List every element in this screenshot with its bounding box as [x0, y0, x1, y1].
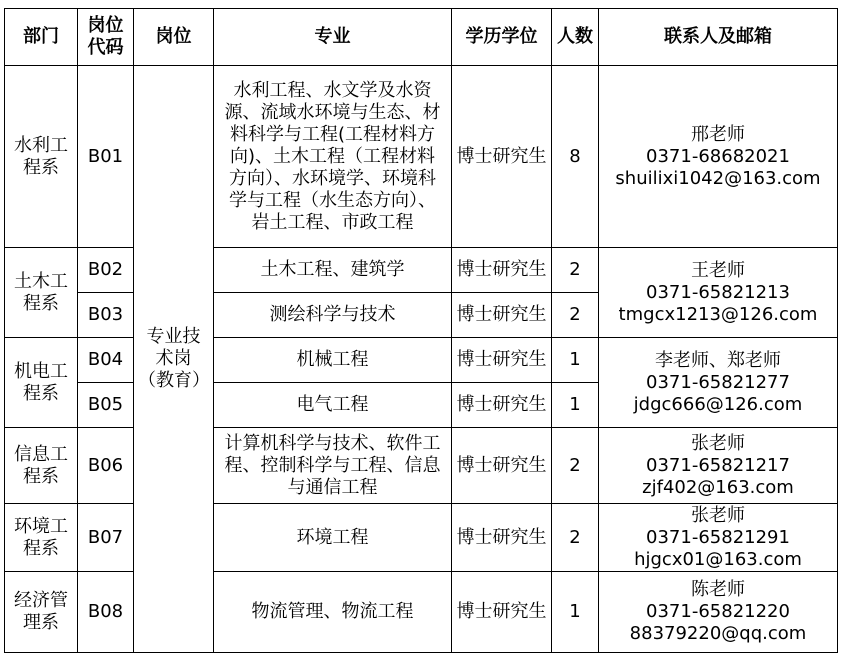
recruitment-table	[4, 8, 838, 653]
contact-phone: 0371-65821291	[646, 526, 790, 548]
contact-name: 张老师	[691, 432, 745, 454]
post-cell: 专业技术岗（教育）	[134, 66, 214, 653]
table-row	[5, 572, 838, 653]
dept-cell: 信息工程系	[5, 428, 78, 504]
contact-name: 李老师、郑老师	[655, 349, 781, 371]
count-cell: 1	[552, 383, 599, 428]
contact-name: 张老师	[691, 504, 745, 526]
degree-cell: 博士研究生	[452, 338, 552, 383]
major-cell: 计算机科学与技术、软件工程、控制科学与工程、信息与通信工程	[214, 428, 452, 504]
header-contact: 联系人及邮箱	[599, 9, 838, 66]
degree-cell: 博士研究生	[452, 293, 552, 338]
contact-phone: 0371-65821277	[646, 371, 790, 393]
count-cell: 2	[552, 293, 599, 338]
code-cell: B08	[78, 572, 134, 653]
contact-phone: 0371-65821213	[646, 281, 790, 303]
table-row	[5, 338, 838, 383]
contact-name: 陈老师	[691, 579, 745, 600]
header-post: 岗位	[134, 9, 214, 66]
code-cell: B02	[78, 248, 134, 293]
contact-email: 88379220@qq.com	[629, 623, 807, 644]
contact-phone: 0371-65821217	[646, 454, 790, 476]
header-row	[5, 9, 838, 66]
count-cell: 2	[552, 248, 599, 293]
dept-cell: 经济管理系	[5, 572, 78, 653]
dept-cell: 环境工程系	[5, 504, 78, 572]
contact-cell	[599, 428, 838, 504]
degree-cell: 博士研究生	[452, 504, 552, 572]
count-cell: 2	[552, 428, 599, 504]
major-cell: 测绘科学与技术	[214, 293, 452, 338]
header-code: 岗位代码	[78, 9, 134, 66]
code-cell: B06	[78, 428, 134, 504]
major-cell: 土木工程、建筑学	[214, 248, 452, 293]
contact-phone: 0371-68682021	[646, 145, 790, 167]
contact-cell	[599, 504, 838, 572]
contact-name: 王老师	[691, 259, 745, 281]
contact-cell	[599, 572, 838, 653]
code-cell: B01	[78, 66, 134, 248]
major-cell: 环境工程	[214, 504, 452, 572]
contact-phone: 0371-65821220	[646, 601, 790, 622]
dept-cell: 水利工程系	[5, 66, 78, 248]
contact-cell	[599, 248, 838, 338]
degree-cell: 博士研究生	[452, 572, 552, 653]
contact-email: hjgcx01@163.com	[634, 548, 802, 570]
header-count: 人数	[552, 9, 599, 66]
contact-email: shuilixi1042@163.com	[615, 167, 821, 189]
degree-cell: 博士研究生	[452, 66, 552, 248]
degree-cell: 博士研究生	[452, 383, 552, 428]
degree-cell: 博士研究生	[452, 248, 552, 293]
header-dept: 部门	[5, 9, 78, 66]
count-cell: 1	[552, 572, 599, 653]
table-row	[5, 428, 838, 504]
count-cell: 2	[552, 504, 599, 572]
table-row	[5, 504, 838, 572]
table-row	[5, 66, 838, 248]
count-cell: 1	[552, 338, 599, 383]
code-cell: B04	[78, 338, 134, 383]
table-row	[5, 248, 838, 293]
header-degree: 学历学位	[452, 9, 552, 66]
major-cell: 机械工程	[214, 338, 452, 383]
code-cell: B03	[78, 293, 134, 338]
contact-email: jdgc666@126.com	[633, 393, 803, 415]
contact-email: zjf402@163.com	[642, 476, 794, 498]
code-cell: B07	[78, 504, 134, 572]
contact-cell	[599, 338, 838, 428]
major-cell: 水利工程、水文学及水资源、流域水环境与生态、材料科学与工程(工程材料方向)、土木工程（工程材料方向）、水环境学、环境科学与工程（水生态方向）、岩土工程、市政工程	[214, 66, 452, 248]
major-cell: 电气工程	[214, 383, 452, 428]
contact-cell	[599, 66, 838, 248]
count-cell: 8	[552, 66, 599, 248]
header-major: 专业	[214, 9, 452, 66]
contact-name: 邢老师	[691, 123, 745, 145]
contact-email: tmgcx1213@126.com	[618, 303, 818, 325]
dept-cell: 机电工程系	[5, 338, 78, 428]
dept-cell: 土木工程系	[5, 248, 78, 338]
degree-cell: 博士研究生	[452, 428, 552, 504]
code-cell: B05	[78, 383, 134, 428]
major-cell: 物流管理、物流工程	[214, 572, 452, 653]
